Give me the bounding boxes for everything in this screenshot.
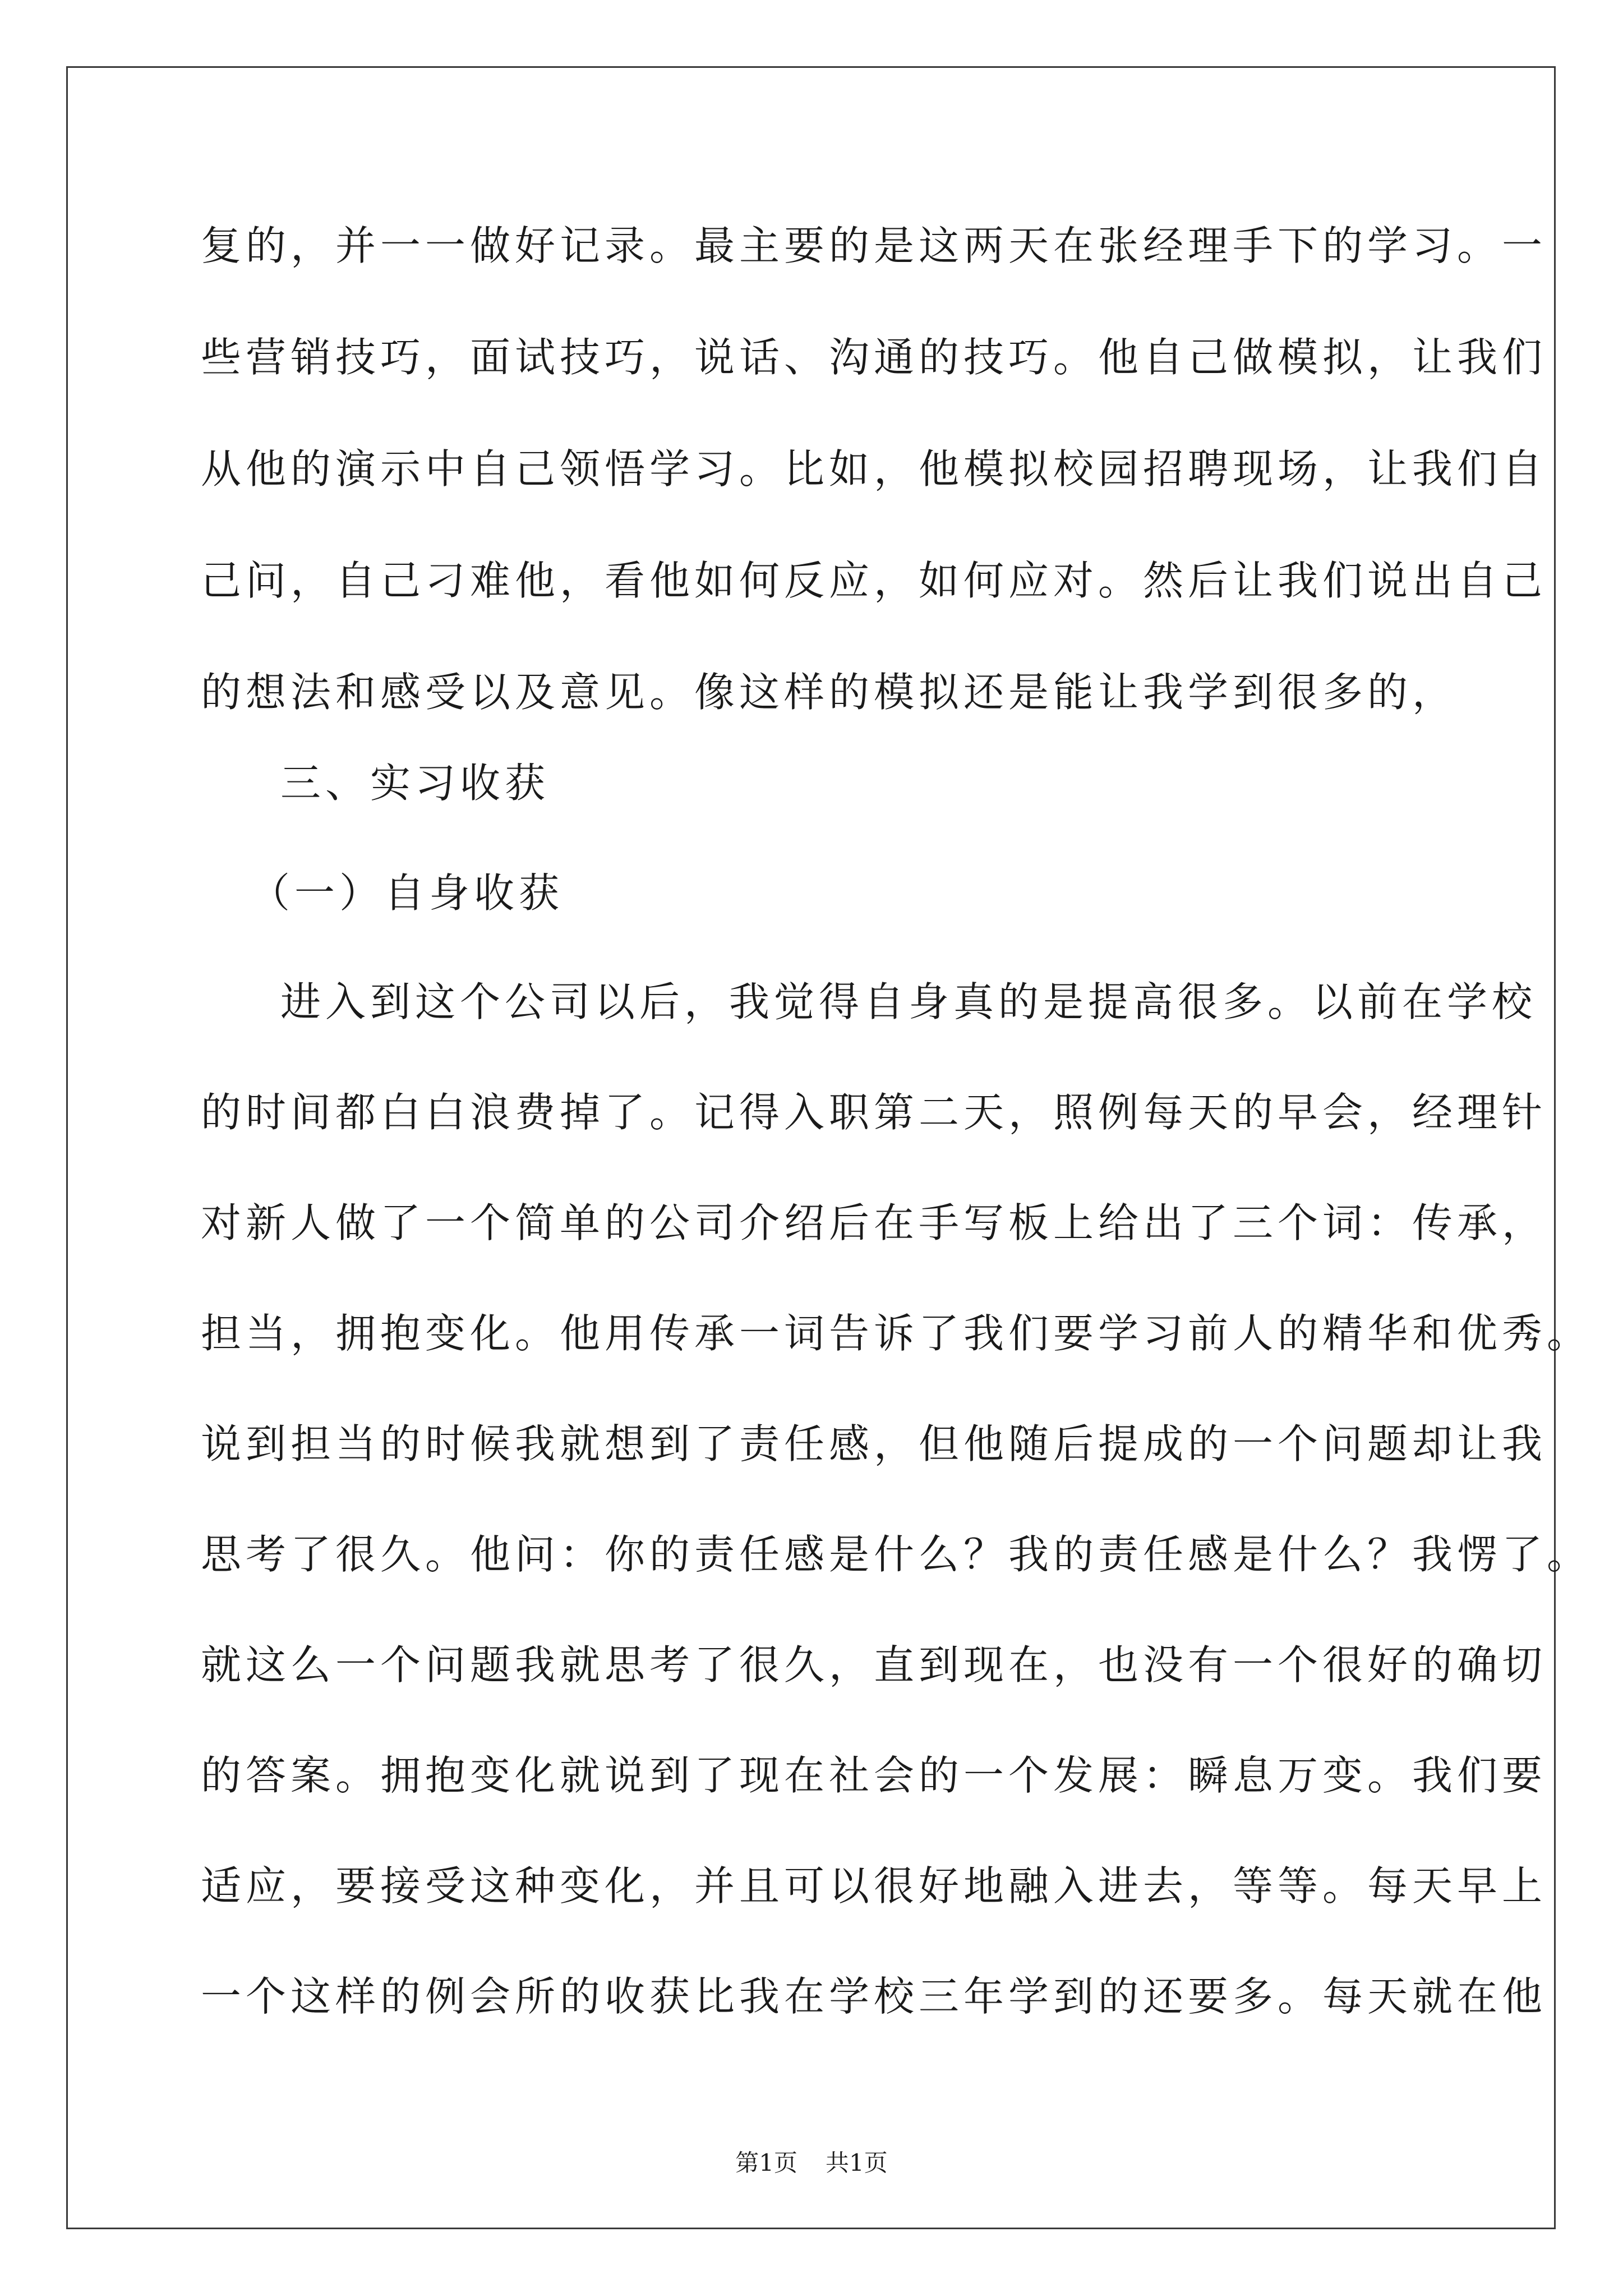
body-line: 的答案。拥抱变化就说到了现在社会的一个发展：瞬息万变。我们要 bbox=[201, 1752, 1547, 1799]
body-line: 担当，拥抱变化。他用传承一词告诉了我们要学习前人的精华和优秀。 bbox=[201, 1310, 1592, 1357]
body-line: 适应，要接受这种变化，并且可以很好地融入进去，等等。每天早上 bbox=[201, 1862, 1547, 1910]
body-line: 说到担当的时候我就想到了责任感，但他随后提成的一个问题却让我 bbox=[201, 1420, 1547, 1467]
body-line: 己问，自己刁难他，看他如何反应，如何应对。然后让我们说出自己 bbox=[201, 557, 1547, 604]
body-line: 的想法和感受以及意见。像这样的模拟还是能让我学到很多的， bbox=[201, 669, 1458, 716]
body-line: 进入到这个公司以后，我觉得自身真的是提高很多。以前在学校 bbox=[280, 978, 1537, 1025]
body-line: 些营销技巧，面试技巧，说话、沟通的技巧。他自己做模拟，让我们 bbox=[201, 334, 1547, 381]
body-line: 就这么一个问题我就思考了很久，直到现在，也没有一个很好的确切 bbox=[201, 1641, 1547, 1688]
body-line: 复的，并一一做好记录。最主要的是这两天在张经理手下的学习。一 bbox=[201, 222, 1547, 269]
body-line: 的时间都白白浪费掉了。记得入职第二天，照例每天的早会，经理针 bbox=[201, 1089, 1547, 1136]
section-heading: 三、实习收获 bbox=[280, 760, 550, 807]
body-line: 对新人做了一个简单的公司介绍后在手写板上给出了三个词：传承， bbox=[201, 1199, 1547, 1246]
body-line: 一个这样的例会所的收获比我在学校三年学到的还要多。每天就在他 bbox=[201, 1973, 1547, 2020]
body-line: 思考了很久。他问：你的责任感是什么？我的责任感是什么？我愣了。 bbox=[201, 1531, 1592, 1578]
page-total: 共1页 bbox=[826, 2149, 888, 2177]
body-line: 从他的演示中自己领悟学习。比如，他模拟校园招聘现场，让我们自 bbox=[201, 445, 1547, 493]
page-footer bbox=[0, 2151, 1623, 2175]
subsection-heading: （一）自身收获 bbox=[250, 869, 564, 917]
page-number: 第1页 bbox=[735, 2149, 797, 2177]
